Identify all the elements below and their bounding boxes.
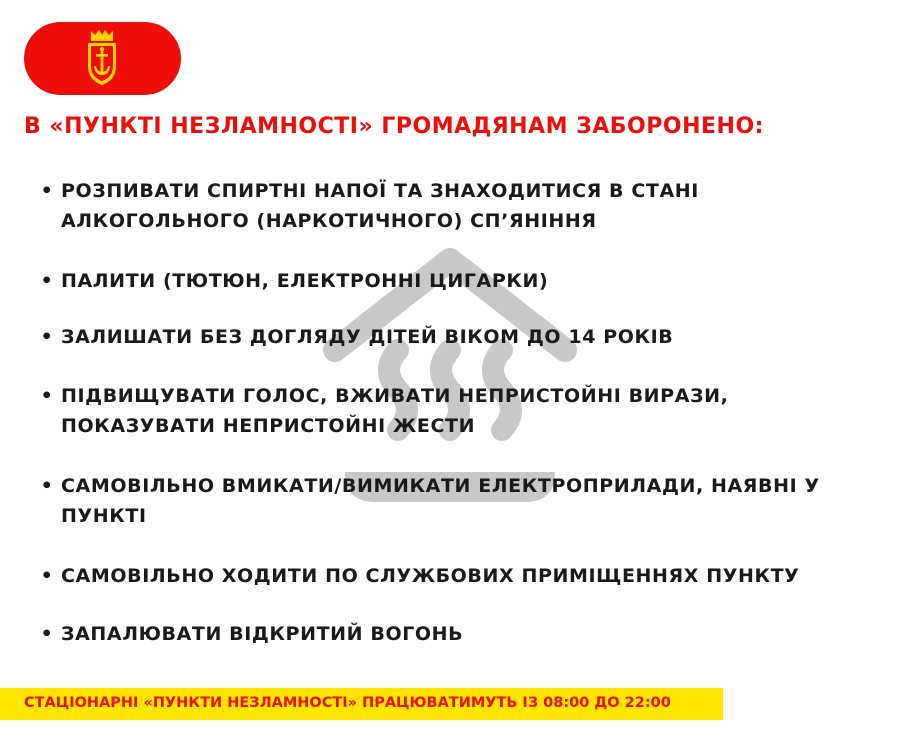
rule-text: САМОВІЛЬНО ХОДИТИ ПО СЛУЖБОВИХ ПРИМІЩЕННЯХ ПУНКТУ xyxy=(61,565,800,587)
rule-text: ПІДВИЩУВАТИ ГОЛОС, ВЖИВАТИ НЕПРИСТОЙНІ ВИРАЗИ, ПОКАЗУВАТИ НЕПРИСТОЙНІ ЖЕСТИ xyxy=(61,385,729,437)
city-coat-of-arms-icon xyxy=(81,28,123,88)
list-item xyxy=(40,381,880,441)
bullet-icon: • xyxy=(40,565,54,587)
list-item xyxy=(40,266,880,296)
list-item xyxy=(40,176,880,236)
bullet-icon: • xyxy=(40,326,54,348)
rule-text: ЗАПАЛЮВАТИ ВІДКРИТИЙ ВОГОНЬ xyxy=(61,623,464,645)
list-item xyxy=(40,619,880,649)
bullet-icon: • xyxy=(40,623,54,645)
bullet-icon: • xyxy=(40,385,54,407)
list-item xyxy=(40,471,880,531)
rule-text: САМОВІЛЬНО ВМИКАТИ/ВИМИКАТИ ЕЛЕКТРОПРИЛАДИ, НАЯВНІ У ПУНКТІ xyxy=(61,475,820,527)
rule-text: ЗАЛИШАТИ БЕЗ ДОГЛЯДУ ДІТЕЙ ВІКОМ ДО 14 РОКІВ xyxy=(61,326,674,348)
city-logo-badge xyxy=(24,22,181,95)
rule-text: ПАЛИТИ (ТЮТЮН, ЕЛЕКТРОННІ ЦИГАРКИ) xyxy=(61,270,549,292)
list-item xyxy=(40,322,880,352)
list-item xyxy=(40,561,880,591)
bullet-icon: • xyxy=(40,180,54,202)
bullet-icon: • xyxy=(40,270,54,292)
page-title: В «ПУНКТІ НЕЗЛАМНОСТІ» ГРОМАДЯНАМ ЗАБОРОНЕНО: xyxy=(24,114,764,139)
bullet-icon: • xyxy=(40,475,54,497)
footer-text: СТАЦІОНАРНІ «ПУНКТИ НЕЗЛАМНОСТІ» ПРАЦЮВАТИМУТЬ ІЗ 08:00 ДО 22:00 xyxy=(24,695,671,711)
rule-text: РОЗПИВАТИ СПИРТНІ НАПОЇ ТА ЗНАХОДИТИСЯ В СТАНІ АЛКОГОЛЬНОГО (НАРКОТИЧНОГО) СП’ЯНІННЯ xyxy=(61,180,699,232)
footer-banner xyxy=(0,688,723,720)
